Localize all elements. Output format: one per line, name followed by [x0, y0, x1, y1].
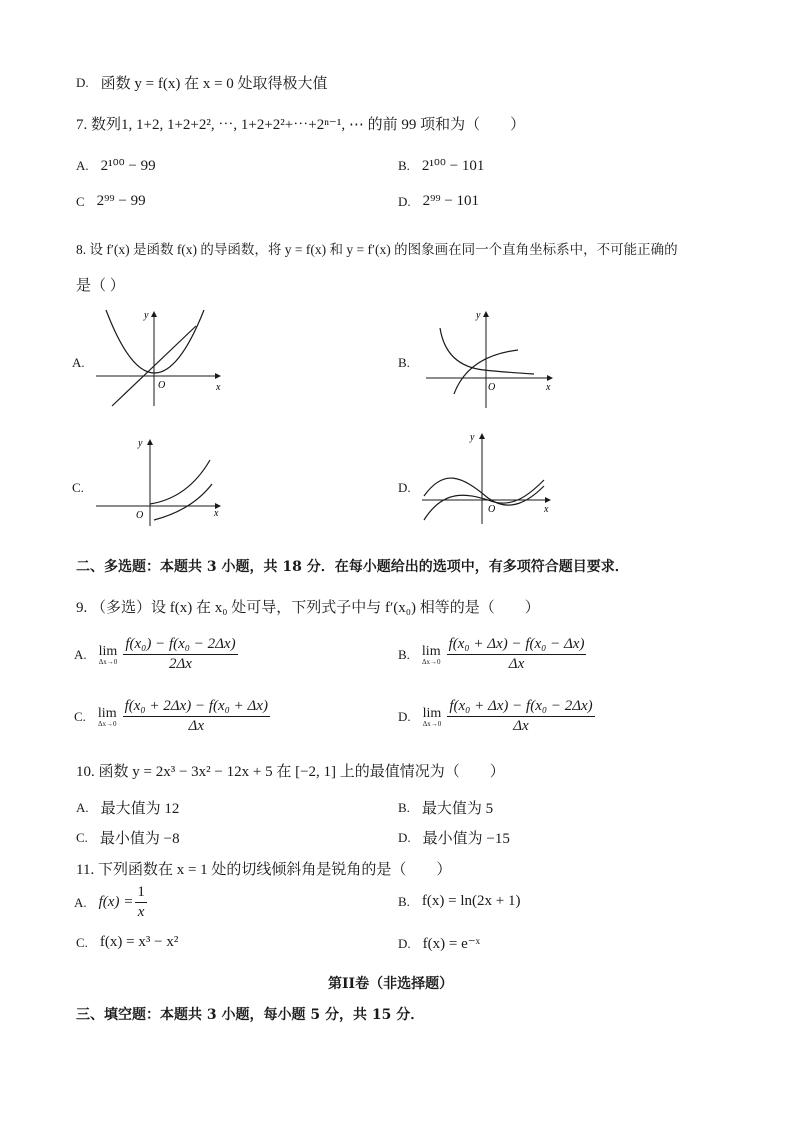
option-label: C. — [74, 708, 86, 724]
option-text: 最大值为 5 — [421, 801, 494, 817]
q8-stem-line1 — [76, 238, 678, 258]
option-label: B. — [398, 799, 410, 815]
heading-text: 三、填空题：本题共 3 小题，每小题 5 分，共 15 分． — [76, 1007, 425, 1023]
q7-stem — [76, 113, 525, 134]
option-text: f(x) = ln(2x + 1) — [421, 893, 521, 909]
option-text: 2¹⁰⁰ − 99 — [100, 158, 156, 174]
fraction: $\frac{\text{f(x₀) − f(x₀ − 2Δx)}}{2\Delta x}$ — [125, 636, 236, 672]
option-label: D. — [398, 829, 411, 845]
question-text: 11. 下列函数在 x = 1 处的切线倾斜角是锐角的是（ ） — [76, 862, 452, 878]
curve-f-prime — [440, 328, 534, 374]
option-label: D. — [398, 480, 411, 495]
limit-operator: lim Δx→0 — [97, 705, 117, 728]
part-two-title — [328, 973, 453, 993]
x-axis-label: x — [546, 382, 551, 393]
option-label: B. — [398, 355, 410, 370]
option-label: A. — [76, 799, 89, 815]
y-axis-label: y — [144, 310, 149, 321]
q10-option-c[interactable] — [76, 827, 180, 848]
option-label: B. — [398, 646, 410, 662]
option-text: 最小值为 −8 — [99, 831, 180, 847]
option-label: C. — [76, 934, 88, 950]
curve-f — [106, 310, 204, 373]
q11-option-d[interactable] — [398, 934, 480, 953]
q7-option-b[interactable] — [398, 156, 484, 175]
q8-graph-d[interactable] — [418, 428, 560, 526]
q7-option-c[interactable] — [76, 193, 146, 210]
option-label: C — [76, 193, 85, 209]
question-text: 是（ ） — [76, 278, 125, 294]
option-label: A. — [72, 355, 85, 370]
option-label: B. — [398, 893, 410, 909]
option-text: 2¹⁰⁰ − 101 — [421, 158, 485, 174]
question-text: 9. （多选）设 f(x) 在 x₀ 处可导，下列式子中与 f′(x₀) 相等的是（ ） — [76, 600, 540, 616]
y-axis-label: y — [470, 432, 475, 443]
option-label: A. — [76, 157, 89, 173]
x-axis-label: x — [544, 504, 549, 515]
q9-option-a[interactable] — [74, 636, 240, 673]
heading-text: 第II卷（非选择题） — [328, 976, 454, 992]
section-heading-fill-in — [76, 1004, 424, 1024]
fraction: $\frac{\text{f(x₀ + Δx) − f(x₀ − Δx)}}{\Delta x}$ — [448, 636, 585, 672]
limit-operator: lim Δx→0 — [421, 643, 441, 666]
option-label: D. — [398, 193, 411, 209]
curve-f-prime — [154, 484, 212, 520]
q10-option-d[interactable] — [398, 827, 510, 848]
q8-option-c-label[interactable] — [72, 480, 84, 496]
fraction: $\frac{\text{f(x₀ + 2Δx) − f(x₀ + Δx)}}{\Delta x}$ — [124, 698, 268, 734]
option-label: D. — [398, 935, 411, 951]
question-text: 7. 数列1, 1+2, 1+2+2², ⋯, 1+2+2²+⋯+2ⁿ⁻¹, ⋯ 的前 99 项和为（ ） — [76, 117, 526, 133]
question-text: 10. 函数 y = 2x³ − 3x² − 12x + 5 在 [−2, 1] 上的最值情况为（ ） — [76, 764, 505, 780]
q9-option-c[interactable] — [74, 698, 272, 735]
q8-graph-c[interactable] — [92, 434, 232, 528]
question-text: 8. 设 f′(x) 是函数 f(x) 的导函数，将 y = f(x) 和 y = f′(x) 的图象画在同一个直角坐标系中，不可能正确的 — [76, 242, 678, 257]
option-text: f(x) = x³ − x² — [99, 934, 179, 950]
option-text: 2⁹⁹ − 101 — [422, 193, 480, 209]
y-axis-label: y — [476, 310, 481, 321]
option-label: D. — [76, 74, 89, 90]
fraction: $\frac{\text{f(x₀ + Δx) − f(x₀ − 2Δx)}}{\Delta x}$ — [449, 698, 593, 734]
option-text: f(x) = e⁻ˣ — [422, 936, 480, 952]
q11-option-a[interactable] — [74, 884, 149, 921]
q8-graph-b[interactable] — [422, 306, 562, 410]
curve-f — [150, 460, 210, 504]
option-label: C. — [72, 480, 84, 495]
origin-label: O — [158, 380, 166, 391]
limit-operator: lim Δx→0 — [98, 643, 118, 666]
q9-stem — [76, 596, 540, 617]
option-label: A. — [74, 646, 87, 662]
option-text: 最大值为 12 — [100, 801, 180, 817]
q7-option-a[interactable] — [76, 156, 156, 175]
option-text: 函数 y = f(x) 在 x = 0 处取得极大值 — [100, 76, 328, 92]
option-text: f(x) = — [98, 894, 134, 910]
q8-option-a-label[interactable] — [72, 355, 85, 371]
origin-label: O — [136, 510, 144, 521]
x-axis-label: x — [214, 508, 219, 519]
option-label: A. — [74, 894, 87, 910]
section-heading-multiple-choice — [76, 556, 629, 576]
q9-option-d[interactable] — [398, 698, 597, 735]
limit-operator: lim Δx→0 — [422, 705, 442, 728]
q10-option-b[interactable] — [398, 797, 493, 818]
x-axis-label: x — [216, 382, 221, 393]
option-text: 最小值为 −15 — [422, 831, 510, 847]
fraction: $\frac{1}{x}$ — [137, 884, 145, 920]
q11-option-c[interactable] — [76, 934, 178, 951]
q10-stem — [76, 760, 505, 781]
q8-option-d-label[interactable] — [398, 480, 411, 496]
heading-text: 二、多选题：本题共 3 小题，共 18 分．在每小题给出的选项中，有多项符合题目要求． — [76, 559, 629, 575]
q8-graph-a[interactable] — [92, 306, 232, 410]
q9-option-b[interactable] — [398, 636, 588, 673]
option-label: C. — [76, 829, 88, 845]
option-text: 2⁹⁹ − 99 — [96, 193, 146, 209]
q6-option-d[interactable] — [76, 72, 328, 93]
origin-label: O — [488, 382, 496, 393]
y-axis-label: y — [138, 438, 143, 449]
option-label: D. — [398, 708, 411, 724]
q8-option-b-label[interactable] — [398, 355, 410, 371]
q8-stem-line2 — [76, 274, 125, 295]
option-label: B. — [398, 157, 410, 173]
q10-option-a[interactable] — [76, 797, 179, 818]
q11-stem — [76, 858, 451, 879]
q11-option-b[interactable] — [398, 893, 520, 910]
q7-option-d[interactable] — [398, 193, 479, 210]
origin-label: O — [488, 504, 496, 515]
